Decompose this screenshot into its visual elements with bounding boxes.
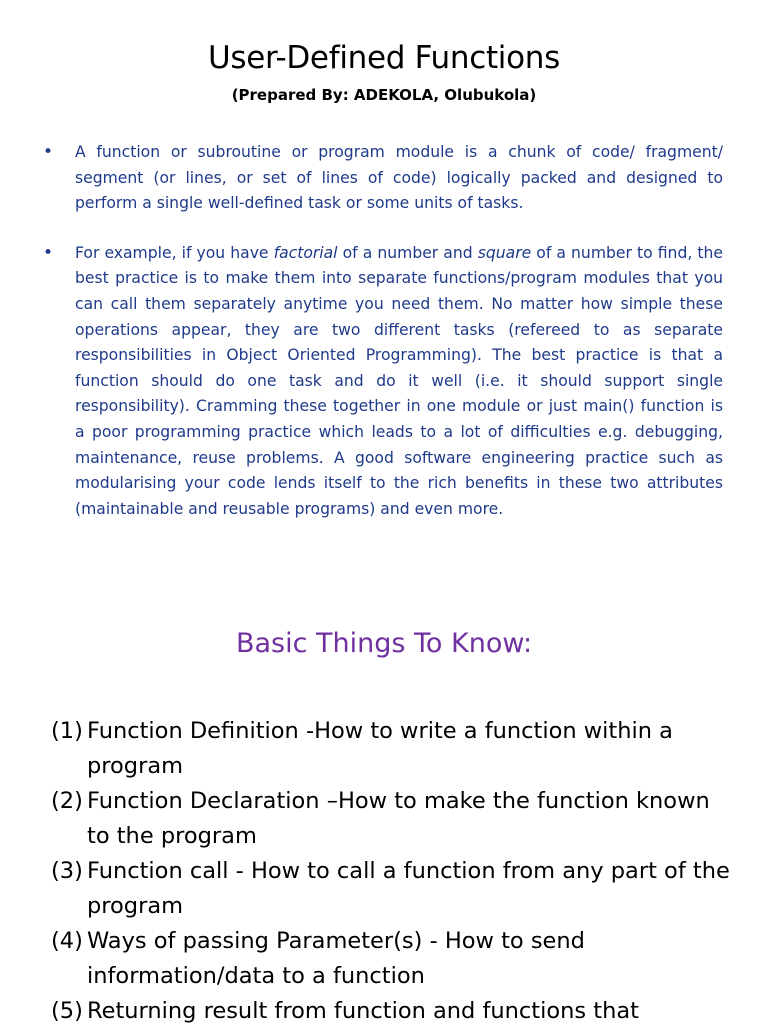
topic-text: Function Definition -How to write a function within a program (87, 718, 673, 779)
topic-item (51, 854, 731, 924)
bullet-text-part: of a number and (337, 243, 478, 262)
topic-item (51, 994, 731, 1024)
topics-list (51, 714, 731, 1024)
emphasis-factorial: factorial (273, 243, 338, 262)
topic-text: Ways of passing Parameter(s) - How to send information/data to a function (87, 928, 585, 989)
bullet-marker: • (43, 242, 54, 263)
bullet-item-definition (43, 140, 723, 217)
bullet-text: A function or subroutine or program module is a chunk of code/ fragment/ segment (or lines, or set of lines of code) logically packed and designed to perform a single well-defined task or some units of tasks. (75, 143, 723, 213)
bullet-text (75, 244, 723, 518)
bullet-text-part: For example, if you have (75, 243, 274, 262)
section-heading: Basic Things To Know: (235, 628, 533, 659)
topic-number: (4) (51, 928, 83, 954)
topic-number: (1) (51, 718, 83, 744)
topic-number: (5) (51, 998, 83, 1024)
emphasis-square: square (477, 243, 532, 262)
author-credit: (Prepared By: ADEKOLA, Olubukola) (231, 86, 537, 104)
topic-item (51, 714, 731, 784)
topic-item (51, 784, 731, 854)
topic-text: Returning result from function and functions that (87, 998, 639, 1024)
bullet-text-part: of a number to find, the best practice is to make them into separate functions/program modules that you can call them separately anytime you need them. No matter how simple these operations appear, they are two different tasks (refereed to as separate responsibilities in Object Oriented Programming). The best practice is that a function should do one task and do it well (i.e. it should support single responsibility). Cramming these together in one module or just main() function is a poor programming practice which leads to a lot of difficulties e.g. debugging, maintenance, reuse problems. A good software engineering practice such as modularising your code lends itself to the rich benefits in these two attributes (maintainable and reusable programs) and even more. (75, 243, 723, 518)
topic-number: (2) (51, 788, 83, 814)
bullet-item-example (43, 241, 723, 523)
topic-item (51, 924, 731, 994)
topic-text: Function call - How to call a function from any part of the program (87, 858, 730, 919)
intro-bullet-list (43, 140, 723, 546)
topic-text: Function Declaration –How to make the function known to the program (87, 788, 710, 849)
topic-number: (3) (51, 858, 83, 884)
page-title: User-Defined Functions (208, 40, 560, 76)
bullet-marker: • (43, 142, 54, 162)
